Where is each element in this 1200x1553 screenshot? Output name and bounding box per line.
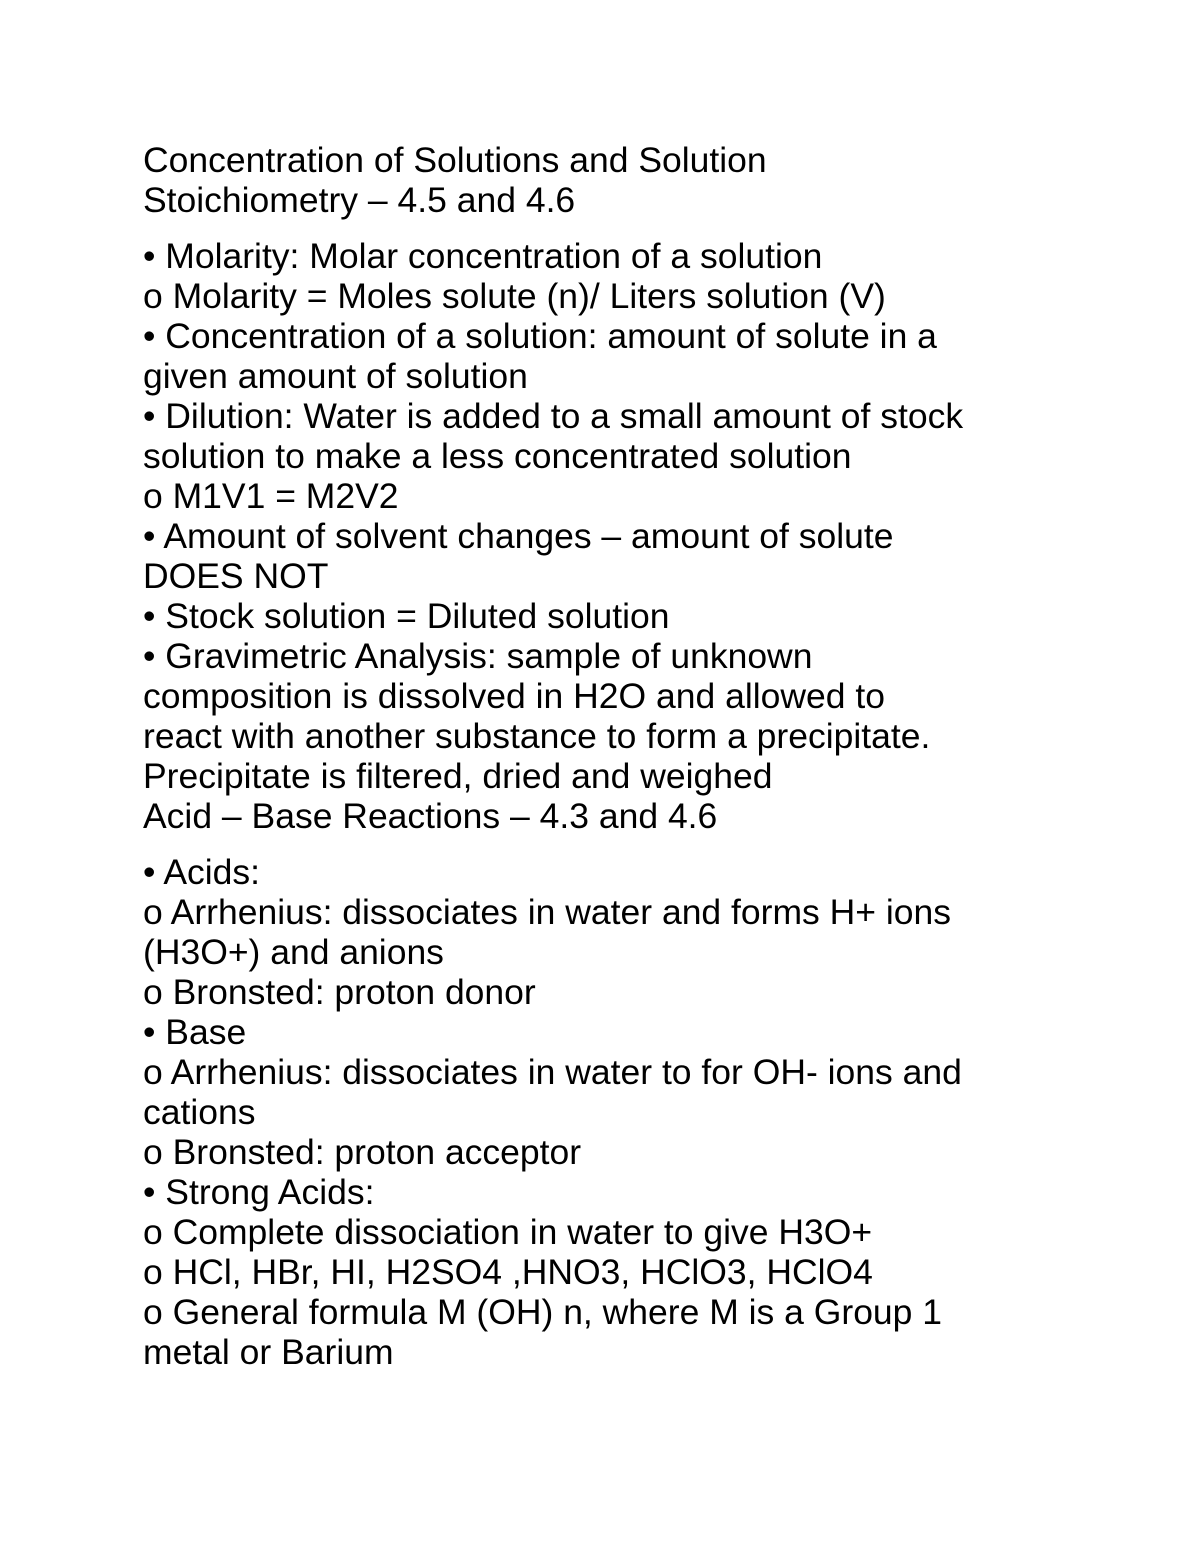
text-line: metal or Barium (143, 1332, 394, 1372)
text-line: • Base (143, 1012, 247, 1052)
text-line: react with another substance to form a precipitate. (143, 716, 931, 756)
text-line: o Complete dissociation in water to give H3O+ (143, 1212, 873, 1252)
section-acid-base (143, 796, 1153, 1372)
text-line: o Bronsted: proton donor (143, 972, 536, 1012)
text-line: • Strong Acids: (143, 1172, 375, 1212)
text-line: • Stock solution = Diluted solution (143, 596, 670, 636)
title-line: Stoichiometry – 4.5 and 4.6 (143, 180, 576, 220)
text-line: o Molarity = Moles solute (n)/ Liters solution (V) (143, 276, 886, 316)
text-line: o M1V1 = M2V2 (143, 476, 399, 516)
text-line: • Gravimetric Analysis: sample of unknown (143, 636, 813, 676)
section-solutions (143, 140, 1153, 796)
text-line: o General formula M (OH) n, where M is a Group 1 (143, 1292, 943, 1332)
text-line: (H3O+) and anions (143, 932, 444, 972)
document-body (143, 140, 1153, 1372)
text-line: composition is dissolved in H2O and allowed to (143, 676, 885, 716)
title-line: Concentration of Solutions and Solution (143, 140, 767, 180)
text-line: • Acids: (143, 852, 261, 892)
text-line: cations (143, 1092, 256, 1132)
text-line: o Bronsted: proton acceptor (143, 1132, 582, 1172)
title-line: Acid – Base Reactions – 4.3 and 4.6 (143, 796, 718, 836)
text-line: given amount of solution (143, 356, 528, 396)
text-line: • Molarity: Molar concentration of a solution (143, 236, 823, 276)
section-title (143, 140, 1153, 220)
text-line: • Dilution: Water is added to a small amount of stock (143, 396, 964, 436)
section-title (143, 796, 1153, 836)
text-line: solution to make a less concentrated solution (143, 436, 852, 476)
text-line: Precipitate is filtered, dried and weighed (143, 756, 773, 796)
text-line: o Arrhenius: dissociates in water to for OH- ions and (143, 1052, 962, 1092)
text-line: • Concentration of a solution: amount of solute in a (143, 316, 937, 356)
text-line: DOES NOT (143, 556, 329, 596)
text-line: o Arrhenius: dissociates in water and forms H+ ions (143, 892, 952, 932)
text-line: • Amount of solvent changes – amount of solute (143, 516, 894, 556)
text-line: o HCl, HBr, HI, H2SO4 ,HNO3, HClO3, HClO4 (143, 1252, 873, 1292)
